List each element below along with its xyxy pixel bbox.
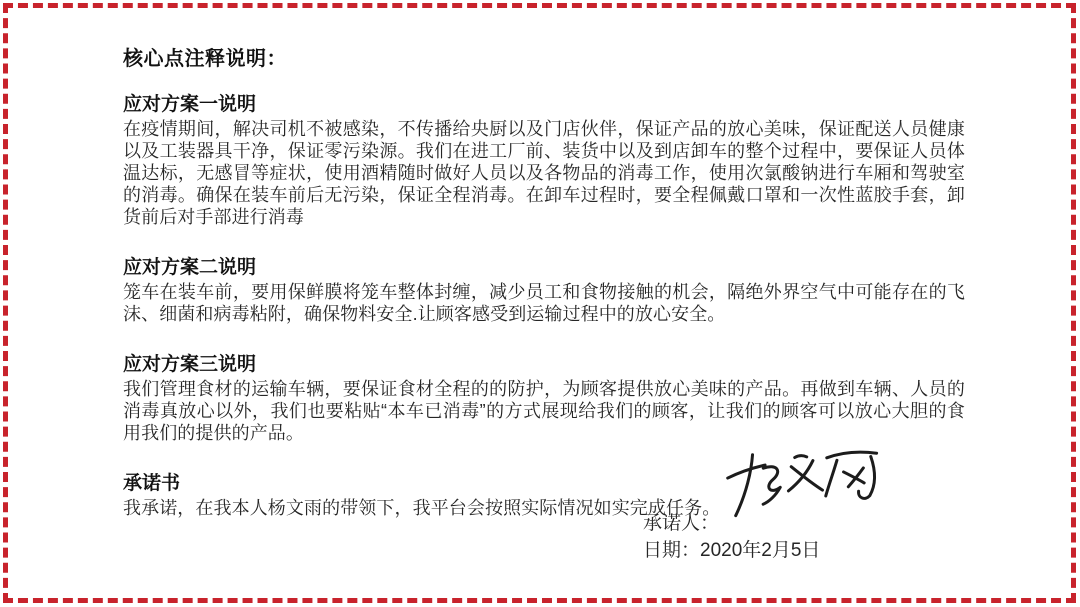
section-plan-2-heading: 应对方案二说明 — [123, 257, 257, 278]
section-plan-2 — [123, 252, 965, 325]
section-plan-3 — [123, 349, 965, 444]
commitment-body: 我承诺，在我本人杨文雨的带领下，我平台会按照实际情况如实完成任务。 — [123, 498, 721, 518]
section-plan-3-heading: 应对方案三说明 — [123, 354, 257, 375]
date-label: 日期：2020年2月5日 — [643, 540, 821, 561]
page-title: 核心点注释说明： — [123, 48, 287, 70]
signature-block — [643, 510, 820, 564]
promiser-label: 承诺人： — [643, 513, 720, 534]
section-plan-2-body: 笼车在装车前，要用保鲜膜将笼车整体封缠，减少员工和食物接触的机会，隔绝外界空气中可能存在的飞沫、细菌和病毒粘附，确保物料安全.让顾客感受到运输过程中的放心安全。 — [123, 282, 965, 324]
commitment-heading: 承诺书 — [123, 473, 181, 494]
section-plan-3-body: 我们管理食材的运输车辆，要保证食材全程的的防护，为顾客提供放心美味的产品。再做到车辆、人员的消毒真放心以外，我们也要粘贴“本车已消毒”的方式展现给我们的顾客，让我们的顾客可以放心大胆的食用我们的提供的产品。 — [123, 379, 965, 443]
section-plan-1-body: 在疫情期间，解决司机不被感染，不传播给央厨以及门店伙伴，保证产品的放心美味，保证配送人员健康以及工装器具干净，保证零污染源。我们在进工厂前、装货中以及到店卸车的整个过程中，要保证人员体温达标，无感冒等症状，使用酒精随时做好人员以及各物品的消毒工作，使用次氯酸钠进行车厢和驾驶室的消毒。确保在装车前后无污染，保证全程消毒。在卸车过程时，要全程佩戴口罩和一次性蓝胶手套，卸货前后对手部进行消毒 — [123, 119, 965, 227]
section-plan-1 — [123, 89, 965, 228]
section-plan-1-heading: 应对方案一说明 — [123, 94, 257, 115]
